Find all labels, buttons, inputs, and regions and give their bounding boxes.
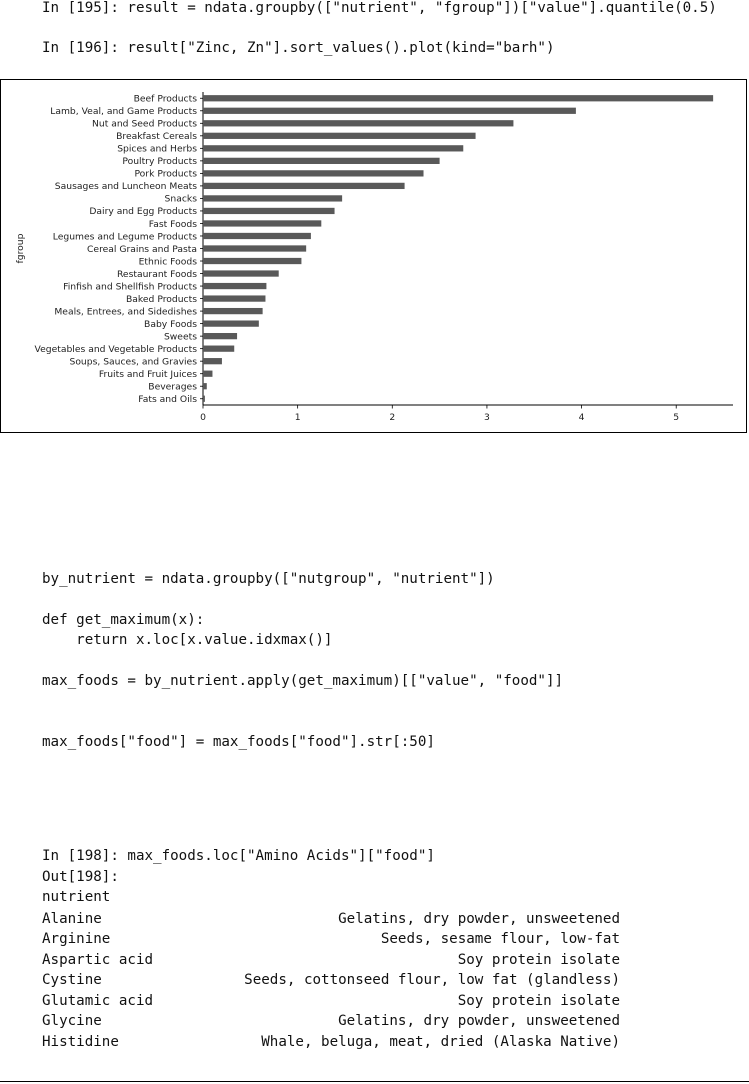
row-key: Arginine (42, 931, 111, 947)
y-tick-label: Sausages and Luncheon Meats (54, 181, 197, 193)
output-row (42, 1034, 620, 1052)
bar-dairy-and-egg-products (203, 208, 335, 214)
code-line-9: max_foods["food"] = max_foods["food"].str[:50] (42, 734, 435, 750)
output-row (42, 993, 620, 1011)
y-tick-label: Beef Products (133, 93, 197, 105)
y-tick-label: Fruits and Fruit Juices (98, 369, 197, 380)
y-axis-label: fgroup (15, 233, 26, 264)
code-line-in196: In [196]: result["Zinc, Zn"].sort_values().plot(kind="barh") (42, 40, 555, 56)
bar-nut-and-seed-products (203, 120, 513, 126)
y-tick-label: Lamb, Veal, and Game Products (50, 106, 197, 118)
bar-cereal-grains-and-pasta (203, 245, 306, 251)
y-tick-label: Sweets (163, 331, 197, 343)
x-tick-label: 5 (673, 412, 680, 423)
bar-beverages (203, 383, 207, 389)
out-label: Out[198]: (42, 869, 119, 885)
row-key: Aspartic acid (42, 952, 154, 968)
code-line-in198: In [198]: max_foods.loc["Amino Acids"]["food"] (42, 848, 435, 864)
page-bottom-rule (0, 1081, 749, 1082)
code-line-1: by_nutrient = ndata.groupby(["nutgroup", "nutrient"]) (42, 571, 495, 587)
index-name: nutrient (42, 889, 111, 905)
y-tick-label: Fast Foods (148, 218, 197, 230)
x-tick-label: 3 (483, 412, 490, 423)
row-value: Gelatins, dry powder, unsweetened (338, 911, 620, 927)
bar-meals-entrees-and-sidedishes (203, 308, 263, 314)
code-line-in195: In [195]: result = ndata.groupby(["nutrient", "fgroup"])["value"].quantile(0.5) (42, 0, 717, 16)
bar-restaurant-foods (203, 270, 279, 276)
row-key: Alanine (42, 911, 102, 927)
code-line-3: def get_maximum(x): (42, 612, 205, 628)
code-line-4: return x.loc[x.value.idxmax()] (42, 632, 333, 648)
bar-ethnic-foods (203, 258, 301, 264)
y-tick-label: Finfish and Shellfish Products (63, 281, 197, 293)
row-value: Soy protein isolate (457, 952, 620, 968)
row-key: Glycine (42, 1013, 102, 1029)
y-tick-label: Fats and Oils (138, 394, 197, 406)
output-row (42, 952, 620, 970)
bar-snacks (203, 195, 342, 201)
bar-beef-products (203, 95, 713, 101)
row-value: Seeds, sesame flour, low-fat (380, 931, 620, 947)
bar-sweets (203, 333, 237, 339)
bar-finfish-and-shellfish-products (203, 283, 266, 289)
bar-baby-foods (203, 320, 259, 326)
y-tick-label: Spices and Herbs (117, 143, 197, 155)
figure-frame (0, 79, 747, 433)
bar-vegetables-and-vegetable-products (203, 346, 234, 352)
y-tick-label: Dairy and Egg Products (89, 206, 197, 218)
bar-soups-sauces-and-gravies (203, 358, 222, 364)
y-tick-label: Poultry Products (122, 156, 197, 168)
x-tick-label: 1 (294, 412, 301, 423)
row-key: Glutamic acid (42, 993, 154, 1009)
bar-fruits-and-fruit-juices (203, 371, 212, 377)
bar-fats-and-oils (203, 396, 205, 402)
x-tick-label: 0 (200, 412, 206, 423)
bar-spices-and-herbs (203, 145, 463, 151)
y-tick-label: Meals, Entrees, and Sidedishes (54, 306, 197, 318)
bar-pork-products (203, 170, 424, 176)
row-key: Histidine (42, 1034, 119, 1050)
bar-fast-foods (203, 220, 321, 226)
x-tick-label: 4 (578, 412, 585, 423)
y-tick-label: Ethnic Foods (138, 256, 197, 268)
output-row (42, 911, 620, 929)
bar-poultry-products (203, 158, 440, 164)
y-tick-label: Pork Products (134, 168, 197, 180)
y-tick-label: Baby Foods (144, 318, 197, 330)
bar-sausages-and-luncheon-meats (203, 183, 405, 189)
row-value: Soy protein isolate (457, 993, 620, 1009)
y-tick-label: Legumes and Legume Products (52, 231, 197, 243)
code-line-6: max_foods = by_nutrient.apply(get_maximum)[["value", "food"]] (42, 673, 564, 689)
y-tick-label: Cereal Grains and Pasta (87, 243, 197, 255)
bar-lamb-veal-and-game-products (203, 108, 576, 114)
barh-chart (1, 80, 746, 432)
y-tick-label: Vegetables and Vegetable Products (34, 343, 197, 355)
bar-breakfast-cereals (203, 133, 476, 139)
y-tick-label: Restaurant Foods (116, 268, 197, 280)
y-tick-label: Nut and Seed Products (92, 118, 197, 130)
y-tick-label: Soups, Sauces, and Gravies (69, 356, 197, 368)
row-value: Whale, beluga, meat, dried (Alaska Native) (261, 1034, 620, 1050)
x-tick-label: 2 (389, 412, 396, 423)
output-row (42, 972, 620, 990)
bar-legumes-and-legume-products (203, 233, 311, 239)
output-row (42, 1013, 620, 1031)
y-tick-label: Baked Products (125, 293, 197, 305)
y-tick-label: Snacks (164, 193, 197, 205)
row-value: Gelatins, dry powder, unsweetened (338, 1013, 620, 1029)
y-tick-label: Beverages (148, 381, 197, 393)
y-tick-label: Breakfast Cereals (116, 131, 197, 143)
output-row (42, 931, 620, 949)
row-value: Seeds, cottonseed flour, low fat (glandless) (244, 972, 620, 988)
bar-baked-products (203, 295, 265, 301)
row-key: Cystine (42, 972, 102, 988)
